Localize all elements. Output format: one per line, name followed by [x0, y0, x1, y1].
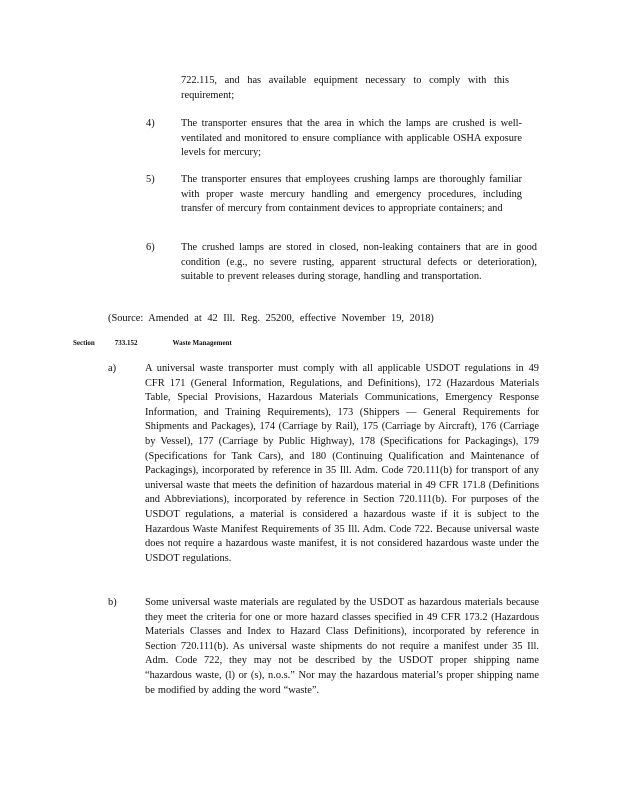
item-5-text: The transporter ensures that employees crushing lamps are thoroughly familiar with proper waste mercury handling and emergency procedures, including transfer of mercury from containment devices to appropriate containers; and	[181, 174, 522, 215]
section-number: 733.152	[114, 339, 138, 347]
subsection-a-text: A universal waste transporter must comply with all applicable USDOT regulations in 49 CFR 171 (General Information, Regulations, and Definitions), 172 (Hazardous Materials Table, Special Provisions, Hazardous Materials Communications, Emergency Response Information, and Training Requirements), 173 (Shippers — General Requirements for Shipments and Packages), 174 (Carriage by Rail), 175 (Carriage by Aircraft), 176 (Carriage by Vessel), 177 (Carriage by Public Highway), 178 (Specifications for Packagings), 179 (Specifications for Tank Cars), and 180 (Continuing Qualification and Maintenance of Packagings), incorporated by reference in 35 Ill. Adm. Code 720.111(b) for transport of any universal waste that meets the definition of hazardous material in 49 CFR 171.8 (Definitions and Abbreviations), incorporated by reference in Section 720.111(b). For purposes of the USDOT regulations, a material is considered a hazardous waste if it is subject to the Hazardous Waste Manifest Requirements of 35 Ill. Adm. Code 722. Because universal waste does not require a hazardous waste manifest, it is not considered hazardous waste under the USDOT regulations.	[145, 363, 539, 564]
item-5-marker: 5)	[146, 174, 155, 185]
section-title: Waste Management	[172, 339, 232, 347]
subsection-b-text: Some universal waste materials are regulated by the USDOT as hazardous materials because they meet the criteria for one or more hazard classes specified in 49 CFR 173.2 (Hazardous Materials Classes and Index to Hazard Class Definitions), incorporated by reference in Section 720.111(b). As universal waste shipments do not require a manifest under 35 Ill. Adm. Code 722, they may not be described by the USDOT proper shipping name “hazardous waste, (l) or (s), n.o.s.” Nor may the hazardous material’s proper shipping name be modified by adding the word “waste”.	[145, 597, 539, 696]
item-4-text: The transporter ensures that the area in which the lamps are crushed is well-ventilated and monitored to ensure compliance with applicable OSHA exposure levels for mercury;	[181, 118, 522, 159]
item-6-text: The crushed lamps are stored in closed, non-leaking containers that are in good condition (e.g., no severe rusting, apparent structural defects or deterioration), suitable to prevent releases during storage, handling and transportation.	[181, 242, 537, 283]
section-heading	[73, 337, 232, 349]
item-4-marker: 4)	[146, 118, 155, 129]
subsection-b-marker: b)	[108, 597, 117, 608]
subsection-a-marker: a)	[108, 363, 117, 374]
section-label: Section	[73, 339, 95, 347]
source-note: (Source: Amended at 42 Ill. Reg. 25200, effective November 19, 2018)	[108, 313, 434, 324]
item-6-marker: 6)	[146, 242, 155, 253]
item-3-continuation: 722.115, and has available equipment necessary to comply with this requirement;	[181, 75, 509, 101]
